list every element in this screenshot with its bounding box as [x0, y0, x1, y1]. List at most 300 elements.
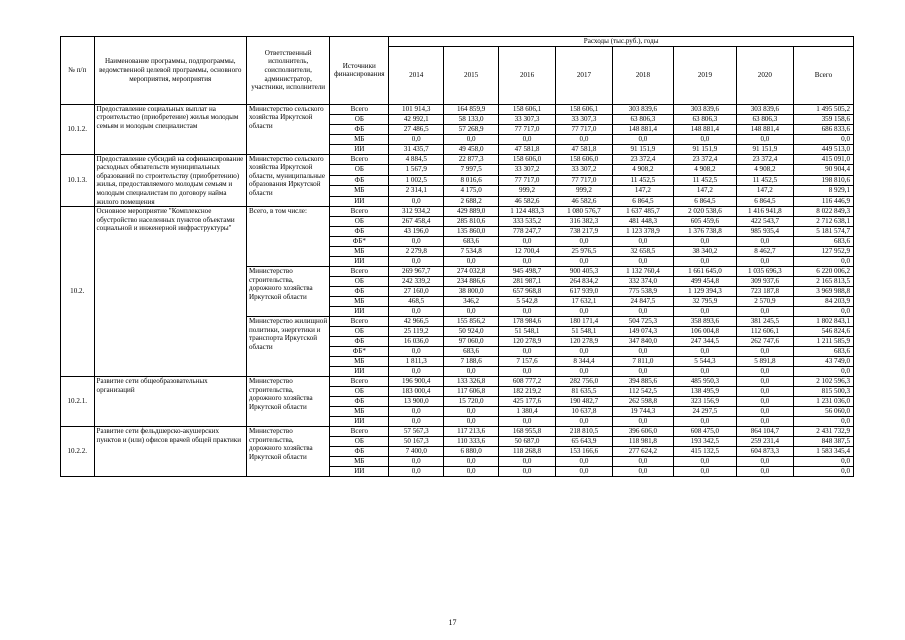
cell-value: 0,0 [389, 467, 444, 477]
cell-value: 155 856,2 [444, 317, 499, 327]
cell-value: 182 219,2 [499, 387, 556, 397]
cell-value: 1 124 483,3 [499, 207, 556, 217]
cell-value: 0,0 [389, 257, 444, 267]
cell-value: 11 452,5 [736, 175, 793, 186]
cell-value: 1 132 760,4 [612, 267, 673, 277]
cell-value: 147,2 [673, 186, 736, 197]
cell-value: 0,0 [499, 467, 556, 477]
cell-value: 999,2 [556, 186, 613, 197]
cell-total: 0,0 [793, 467, 853, 477]
row-source: Всего [330, 154, 389, 165]
cell-total: 116 446,9 [793, 196, 853, 207]
row-source: ОБ [330, 437, 389, 447]
cell-value: 33 307,2 [499, 165, 556, 176]
cell-value: 0,0 [556, 367, 613, 377]
cell-value: 51 548,1 [556, 327, 613, 337]
cell-value: 0,0 [673, 347, 736, 357]
cell-value: 112 606,1 [736, 327, 793, 337]
cell-value: 269 967,7 [389, 267, 444, 277]
row-responsible: Министерство сельского хозяйства Иркутской области, муниципальные образования Иркутской области [247, 154, 330, 207]
table-header [61, 37, 854, 105]
cell-value: 8 344,4 [556, 357, 613, 367]
cell-value: 110 333,6 [444, 437, 499, 447]
cell-value: 11 452,5 [612, 175, 673, 186]
cell-value: 0,0 [444, 457, 499, 467]
cell-value: 16 036,0 [389, 337, 444, 347]
table-row [61, 154, 854, 165]
cell-value: 0,0 [499, 457, 556, 467]
cell-value: 262 598,8 [612, 397, 673, 407]
cell-value: 117 606,8 [444, 387, 499, 397]
cell-value: 0,0 [499, 347, 556, 357]
cell-value: 42 992,1 [389, 114, 444, 124]
cell-value: 31 435,7 [389, 144, 444, 154]
cell-value: 332 374,0 [612, 277, 673, 287]
cell-value: 0,0 [389, 457, 444, 467]
cell-value: 0,0 [736, 457, 793, 467]
cell-value: 259 231,4 [736, 437, 793, 447]
cell-value: 381 245,5 [736, 317, 793, 327]
cell-value: 7 188,6 [444, 357, 499, 367]
cell-value: 0,0 [499, 237, 556, 247]
cell-total: 1 495 505,2 [793, 104, 853, 114]
header-year: 2014 [389, 46, 444, 104]
row-source: МБ [330, 134, 389, 144]
cell-value: 193 342,5 [673, 437, 736, 447]
cell-value: 608 475,0 [673, 427, 736, 437]
cell-value: 7 997,5 [444, 165, 499, 176]
row-source: ФБ [330, 447, 389, 457]
cell-value: 57 567,3 [389, 427, 444, 437]
cell-value: 65 643,9 [556, 437, 613, 447]
cell-value: 1 637 485,7 [612, 207, 673, 217]
cell-value: 2 688,2 [444, 196, 499, 207]
cell-value: 1 567,9 [389, 165, 444, 176]
header-num: № п/п [61, 37, 95, 105]
cell-value: 5 544,3 [673, 357, 736, 367]
header-responsible: Ответственный исполнитель, соисполнители, администратор, участники, исполнители [247, 37, 330, 105]
row-code: 10.1.2. [61, 104, 95, 154]
cell-value: 63 806,3 [612, 114, 673, 124]
cell-value: 775 538,9 [612, 287, 673, 297]
cell-value: 999,2 [499, 186, 556, 197]
cell-value: 158 606,0 [499, 154, 556, 165]
header-year: 2020 [736, 46, 793, 104]
cell-value: 0,0 [556, 467, 613, 477]
header-year: 2015 [444, 46, 499, 104]
cell-value: 0,0 [736, 134, 793, 144]
cell-total: 449 513,0 [793, 144, 853, 154]
cell-value: 394 885,6 [612, 377, 673, 387]
cell-value: 50 687,0 [499, 437, 556, 447]
cell-total: 2 431 732,9 [793, 427, 853, 437]
row-source: Всего [330, 427, 389, 437]
cell-value: 242 339,2 [389, 277, 444, 287]
row-source: МБ [330, 186, 389, 197]
table-row [61, 427, 854, 437]
cell-value: 0,0 [736, 467, 793, 477]
cell-value: 425 177,6 [499, 397, 556, 407]
cell-value: 22 877,3 [444, 154, 499, 165]
cell-value: 0,0 [612, 237, 673, 247]
cell-value: 0,0 [673, 237, 736, 247]
cell-value: 0,0 [389, 417, 444, 427]
cell-value: 2 570,9 [736, 297, 793, 307]
cell-value: 180 171,4 [556, 317, 613, 327]
cell-value: 303 839,6 [736, 104, 793, 114]
row-responsible: Министерство жилищной политики, энергетики и транспорта Иркутской области [247, 317, 330, 377]
cell-total: 683,6 [793, 237, 853, 247]
cell-value: 49 458,0 [444, 144, 499, 154]
row-source: Всего [330, 317, 389, 327]
cell-value: 0,0 [444, 307, 499, 317]
cell-value: 77 717,0 [499, 175, 556, 186]
cell-value: 267 458,4 [389, 217, 444, 227]
cell-value: 608 777,2 [499, 377, 556, 387]
cell-value: 91 151,9 [673, 144, 736, 154]
cell-total: 2 165 813,5 [793, 277, 853, 287]
cell-value: 309 937,6 [736, 277, 793, 287]
cell-value: 0,0 [444, 417, 499, 427]
cell-total: 3 969 988,8 [793, 287, 853, 297]
cell-value: 864 104,7 [736, 427, 793, 437]
cell-total: 5 181 574,7 [793, 227, 853, 237]
row-name: Основное мероприятие "Комплексное обустройство населенных пунктов объектами социальной и инженерной инфраструктуры" [94, 207, 246, 377]
cell-value: 499 454,8 [673, 277, 736, 287]
cell-total: 0,0 [793, 457, 853, 467]
cell-value: 346,2 [444, 297, 499, 307]
cell-total: 683,6 [793, 347, 853, 357]
cell-value: 262 747,6 [736, 337, 793, 347]
row-source: ОБ [330, 165, 389, 176]
cell-value: 38 800,0 [444, 287, 499, 297]
cell-value: 0,0 [736, 257, 793, 267]
row-source: ФБ [330, 337, 389, 347]
cell-value: 264 834,2 [556, 277, 613, 287]
row-source: ОБ [330, 217, 389, 227]
cell-value: 0,0 [736, 387, 793, 397]
row-responsible: Министерство строительства, дорожного хозяйства Иркутской области [247, 427, 330, 477]
cell-value: 13 900,0 [389, 397, 444, 407]
cell-value: 2 314,1 [389, 186, 444, 197]
cell-value: 1 002,5 [389, 175, 444, 186]
cell-value: 0,0 [612, 134, 673, 144]
cell-total: 1 231 036,0 [793, 397, 853, 407]
row-source: ИИ [330, 144, 389, 154]
cell-value: 190 482,7 [556, 397, 613, 407]
cell-value: 2 279,8 [389, 247, 444, 257]
cell-value: 47 581,8 [499, 144, 556, 154]
cell-value: 0,0 [736, 417, 793, 427]
row-name: Предоставление субсидий на софинансирование расходных обязательств муниципальных образований по строительству (приобретению) жилья, предоставляемого молодым семьям и молодым специалистам по договору найма жилого помещения [94, 154, 246, 207]
row-source: ИИ [330, 367, 389, 377]
cell-value: 738 217,9 [556, 227, 613, 237]
cell-value: 23 372,4 [673, 154, 736, 165]
cell-value: 5 891,8 [736, 357, 793, 367]
header-source: Источники финансирования [330, 37, 389, 105]
cell-value: 0,0 [736, 237, 793, 247]
cell-value: 11 452,5 [673, 175, 736, 186]
cell-value: 0,0 [499, 134, 556, 144]
cell-value: 168 955,8 [499, 427, 556, 437]
cell-value: 77 717,0 [499, 124, 556, 134]
cell-value: 17 632,1 [556, 297, 613, 307]
cell-value: 101 914,3 [389, 104, 444, 114]
cell-value: 149 074,3 [612, 327, 673, 337]
cell-total: 686 833,6 [793, 124, 853, 134]
row-source: ОБ [330, 387, 389, 397]
row-source: Всего [330, 104, 389, 114]
cell-value: 0,0 [389, 237, 444, 247]
cell-value: 135 860,0 [444, 227, 499, 237]
cell-value: 33 307,3 [499, 114, 556, 124]
cell-value: 4 908,2 [673, 165, 736, 176]
cell-value: 27 160,0 [389, 287, 444, 297]
cell-value: 900 405,3 [556, 267, 613, 277]
cell-value: 0,0 [673, 467, 736, 477]
row-source: ИИ [330, 257, 389, 267]
cell-value: 23 372,4 [736, 154, 793, 165]
cell-total: 8 929,1 [793, 186, 853, 197]
cell-value: 81 635,5 [556, 387, 613, 397]
cell-total: 0,0 [793, 257, 853, 267]
row-source: Всего [330, 207, 389, 217]
cell-value: 183 000,4 [389, 387, 444, 397]
row-source: ФБ* [330, 347, 389, 357]
cell-value: 0,0 [389, 407, 444, 417]
cell-value: 32 795,9 [673, 297, 736, 307]
cell-value: 2 020 538,6 [673, 207, 736, 217]
budget-table [60, 36, 854, 477]
cell-value: 12 700,4 [499, 247, 556, 257]
cell-value: 196 900,4 [389, 377, 444, 387]
cell-value: 504 725,3 [612, 317, 673, 327]
cell-value: 0,0 [736, 397, 793, 407]
row-source: ИИ [330, 417, 389, 427]
cell-value: 6 864,5 [612, 196, 673, 207]
row-responsible: Министерство строительства, дорожного хозяйства Иркутской области [247, 377, 330, 427]
cell-value: 0,0 [389, 367, 444, 377]
cell-value: 312 934,2 [389, 207, 444, 217]
cell-value: 138 495,9 [673, 387, 736, 397]
header-year: 2019 [673, 46, 736, 104]
cell-value: 485 950,3 [673, 377, 736, 387]
cell-value: 234 886,6 [444, 277, 499, 287]
cell-value: 24 847,5 [612, 297, 673, 307]
row-source: МБ [330, 457, 389, 467]
cell-value: 148 881,4 [673, 124, 736, 134]
cell-value: 422 543,7 [736, 217, 793, 227]
header-expenses: Расходы (тыс.руб.), годы [389, 37, 854, 47]
cell-value: 97 060,0 [444, 337, 499, 347]
cell-value: 323 156,9 [673, 397, 736, 407]
page-number: 17 [448, 618, 457, 627]
cell-value: 0,0 [556, 307, 613, 317]
row-source: ОБ [330, 277, 389, 287]
cell-value: 0,0 [556, 417, 613, 427]
cell-value: 0,0 [736, 367, 793, 377]
cell-total: 127 952,9 [793, 247, 853, 257]
row-name: Развитие сети фельдшерско-акушерских пунктов и (или) офисов врачей общей практики [94, 427, 246, 477]
cell-value: 468,5 [389, 297, 444, 307]
cell-value: 178 984,6 [499, 317, 556, 327]
row-source: ФБ [330, 124, 389, 134]
cell-value: 8 016,6 [444, 175, 499, 186]
cell-total: 415 091,0 [793, 154, 853, 165]
cell-value: 316 382,3 [556, 217, 613, 227]
cell-value: 0,0 [556, 347, 613, 357]
header-year: 2016 [499, 46, 556, 104]
cell-value: 77 717,0 [556, 175, 613, 186]
row-name: Предоставление социальных выплат на строительство (приобретение) жилья молодым семьям и молодым специалистам [94, 104, 246, 154]
cell-total: 1 211 585,9 [793, 337, 853, 347]
cell-value: 0,0 [673, 457, 736, 467]
cell-value: 0,0 [736, 407, 793, 417]
cell-value: 0,0 [556, 237, 613, 247]
cell-value: 0,0 [499, 367, 556, 377]
cell-total: 56 060,0 [793, 407, 853, 417]
cell-value: 7 811,0 [612, 357, 673, 367]
cell-value: 1 035 696,3 [736, 267, 793, 277]
cell-value: 333 535,2 [499, 217, 556, 227]
cell-value: 120 278,9 [499, 337, 556, 347]
row-source: ФБ [330, 175, 389, 186]
cell-value: 50 167,3 [389, 437, 444, 447]
cell-value: 120 278,9 [556, 337, 613, 347]
cell-value: 147,2 [736, 186, 793, 197]
cell-value: 1 380,4 [499, 407, 556, 417]
cell-value: 657 968,8 [499, 287, 556, 297]
table-body [61, 104, 854, 477]
cell-value: 778 247,7 [499, 227, 556, 237]
cell-value: 274 032,8 [444, 267, 499, 277]
header-year: 2018 [612, 46, 673, 104]
cell-value: 112 542,5 [612, 387, 673, 397]
cell-total: 1 802 843,1 [793, 317, 853, 327]
cell-value: 6 864,5 [736, 196, 793, 207]
cell-value: 0,0 [736, 307, 793, 317]
cell-value: 1 123 378,9 [612, 227, 673, 237]
cell-value: 32 658,5 [612, 247, 673, 257]
cell-value: 415 132,5 [673, 447, 736, 457]
cell-total: 2 102 596,3 [793, 377, 853, 387]
cell-value: 57 268,9 [444, 124, 499, 134]
table-row [61, 377, 854, 387]
cell-total: 546 824,6 [793, 327, 853, 337]
cell-value: 0,0 [389, 307, 444, 317]
row-source: МБ [330, 247, 389, 257]
cell-value: 38 340,2 [673, 247, 736, 257]
cell-total: 0,0 [793, 417, 853, 427]
cell-value: 1 080 576,7 [556, 207, 613, 217]
cell-total: 198 810,6 [793, 175, 853, 186]
cell-value: 10 637,8 [556, 407, 613, 417]
cell-value: 604 873,3 [736, 447, 793, 457]
row-code: 10.1.3. [61, 154, 95, 207]
cell-total: 0,0 [793, 307, 853, 317]
cell-value: 91 151,9 [736, 144, 793, 154]
row-source: ИИ [330, 467, 389, 477]
cell-value: 0,0 [612, 257, 673, 267]
cell-value: 0,0 [444, 407, 499, 417]
cell-total: 43 749,0 [793, 357, 853, 367]
cell-value: 148 881,4 [736, 124, 793, 134]
cell-value: 77 717,0 [556, 124, 613, 134]
cell-value: 0,0 [673, 134, 736, 144]
row-name: Развитие сети общеобразовательных организаций [94, 377, 246, 427]
row-code: 10.2.1. [61, 377, 95, 427]
cell-total: 90 904,4 [793, 165, 853, 176]
cell-value: 153 166,6 [556, 447, 613, 457]
cell-total: 8 022 849,3 [793, 207, 853, 217]
cell-total: 0,0 [793, 367, 853, 377]
cell-value: 0,0 [444, 367, 499, 377]
cell-value: 303 839,6 [673, 104, 736, 114]
cell-value: 985 935,4 [736, 227, 793, 237]
cell-value: 46 582,6 [499, 196, 556, 207]
row-source: ОБ [330, 327, 389, 337]
cell-value: 6 880,0 [444, 447, 499, 457]
row-source: МБ [330, 407, 389, 417]
cell-value: 0,0 [499, 257, 556, 267]
cell-value: 58 133,0 [444, 114, 499, 124]
cell-value: 0,0 [556, 457, 613, 467]
cell-value: 281 987,1 [499, 277, 556, 287]
row-code: 10.2.2. [61, 427, 95, 477]
cell-value: 0,0 [444, 257, 499, 267]
cell-value: 429 889,0 [444, 207, 499, 217]
row-responsible: Всего, в том числе: [247, 207, 330, 267]
cell-value: 7 534,8 [444, 247, 499, 257]
cell-value: 247 344,5 [673, 337, 736, 347]
row-responsible: Министерство сельского хозяйства Иркутской области [247, 104, 330, 154]
header-total: Всего [793, 46, 853, 104]
cell-value: 91 151,9 [612, 144, 673, 154]
cell-value: 0,0 [556, 257, 613, 267]
table-row [61, 104, 854, 114]
cell-value: 277 624,2 [612, 447, 673, 457]
cell-value: 347 840,0 [612, 337, 673, 347]
cell-value: 0,0 [612, 367, 673, 377]
cell-value: 158 606,0 [556, 154, 613, 165]
cell-value: 50 924,0 [444, 327, 499, 337]
cell-value: 617 939,0 [556, 287, 613, 297]
cell-value: 0,0 [612, 457, 673, 467]
cell-value: 33 307,2 [556, 165, 613, 176]
row-source: ИИ [330, 196, 389, 207]
row-source: Всего [330, 377, 389, 387]
header-name: Наименование программы, подпрограммы, ведомственной целевой программы, основного мероприятия, мероприятия [94, 37, 246, 105]
cell-value: 5 542,8 [499, 297, 556, 307]
cell-value: 1 376 738,8 [673, 227, 736, 237]
cell-value: 4 908,2 [736, 165, 793, 176]
cell-value: 63 806,3 [736, 114, 793, 124]
cell-value: 51 548,1 [499, 327, 556, 337]
cell-total: 84 203,9 [793, 297, 853, 307]
cell-value: 0,0 [444, 467, 499, 477]
cell-total: 359 158,6 [793, 114, 853, 124]
cell-value: 27 486,5 [389, 124, 444, 134]
row-source: ФБ [330, 287, 389, 297]
cell-value: 0,0 [673, 367, 736, 377]
cell-value: 46 582,6 [556, 196, 613, 207]
cell-value: 0,0 [612, 417, 673, 427]
cell-value: 33 307,3 [556, 114, 613, 124]
cell-value: 0,0 [499, 417, 556, 427]
cell-value: 303 839,6 [612, 104, 673, 114]
table-row [61, 207, 854, 217]
cell-value: 158 606,1 [499, 104, 556, 114]
